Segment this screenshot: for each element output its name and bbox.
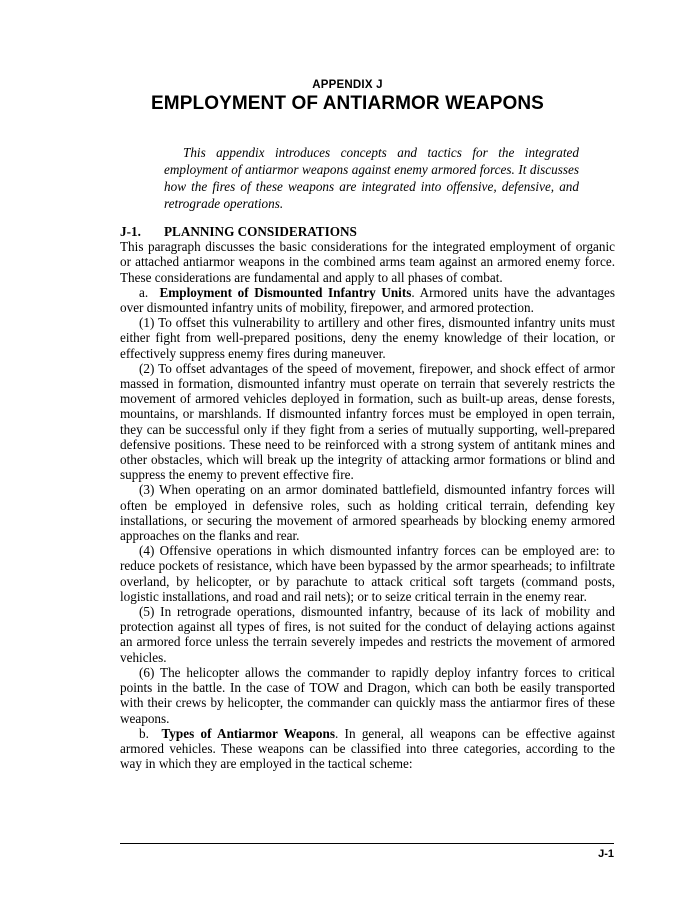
lead-paragraph: This paragraph discusses the basic considerations for the integrated employment of organic or attached antiarmor weapons in the combined arms team against an armored enemy force. These considerations are fundamental and apply to all phases of combat. bbox=[120, 239, 615, 285]
intro-paragraph: This appendix introduces concepts and tactics for the integrated employment of antiarmor weapons against enemy armored forces. It discusses how the fires of these weapons are integrated into offensive, defensive, and retrograde operations. bbox=[164, 145, 579, 211]
page-number: J-1 bbox=[598, 848, 614, 860]
list-item: (3) When operating on an armor dominated battlefield, dismounted infantry forces will often be employed in defensive roles, such as holding critical terrain, defending key installations, or securing the movement of armored spearheads by blocking enemy armored approaches on the flanks and rear. bbox=[120, 482, 615, 544]
body-text bbox=[120, 224, 615, 771]
section-heading bbox=[120, 224, 615, 239]
subparagraph-a-text: . Armored units have the advantages over dismounted infantry units of mobility, firepower, and armored protection. bbox=[120, 284, 616, 316]
subparagraph-b-marker: b. bbox=[139, 725, 149, 741]
subparagraph-b-heading: Types of Antiarmor Weapons bbox=[161, 725, 335, 741]
list-item: (1) To offset this vulnerability to artillery and other fires, dismounted infantry units must either fight from well-prepared positions, deny the enemy knowledge of their location, or effectively suppress enemy fires during maneuver. bbox=[120, 315, 615, 361]
list-item: (5) In retrograde operations, dismounted infantry, because of its lack of mobility and protection against all types of fires, is not suited for the conduct of delaying actions against an armored force unless the terrain severely impedes and restricts the movement of armored vehicles. bbox=[120, 604, 615, 665]
list-item: (6) The helicopter allows the commander to rapidly deploy infantry forces to critical points in the battle. In the case of TOW and Dragon, which can both be easily transported with their crews by helicopter, the commander can quickly mass the antiarmor fires of these weapons. bbox=[120, 664, 615, 726]
page-title: EMPLOYMENT OF ANTIARMOR WEAPONS bbox=[151, 93, 544, 114]
subparagraph-b bbox=[120, 726, 615, 772]
subparagraph-a-marker: a. bbox=[139, 284, 149, 300]
subparagraph-a-heading: Employment of Dismounted Infantry Units bbox=[159, 284, 412, 300]
footer-divider bbox=[120, 843, 614, 844]
list-item: (4) Offensive operations in which dismounted infantry forces can be employed are: to reduce pockets of resistance, which have been bypassed by the armor spearheads; to infiltrate overland, by helicopter, or by parachute to attack critical soft targets (command posts, logistic installations, and road and rail nets); or to seize critical terrain in the enemy rear. bbox=[120, 543, 615, 604]
subparagraph-b-text: . In general, all weapons can be effective against armored vehicles. These weapons can be classified into three categories, according to the way in which they are employed in the tactical scheme: bbox=[120, 725, 616, 772]
appendix-label: APPENDIX J bbox=[312, 79, 383, 91]
section-number: J-1. bbox=[120, 224, 141, 239]
section-heading-text: PLANNING CONSIDERATIONS bbox=[164, 224, 357, 239]
subparagraph-a bbox=[120, 285, 615, 315]
list-item: (2) To offset advantages of the speed of movement, firepower, and shock effect of armor massed in formation, dismounted infantry must operate on terrain that severely restricts the movement of armored vehicles deployed in formation, such as built-up areas, dense forests, mountains, or marshlands. If dismounted infantry forces must be employed in open terrain, they can be successful only if they fight from a series of mutually supporting, well-prepared defensive positions. These need to be reinforced with a strong system of antitank mines and other obstacles, which will break up the integrity of attacking armor formations or blind and suppress the enemy to prevent effective fire. bbox=[120, 360, 615, 483]
